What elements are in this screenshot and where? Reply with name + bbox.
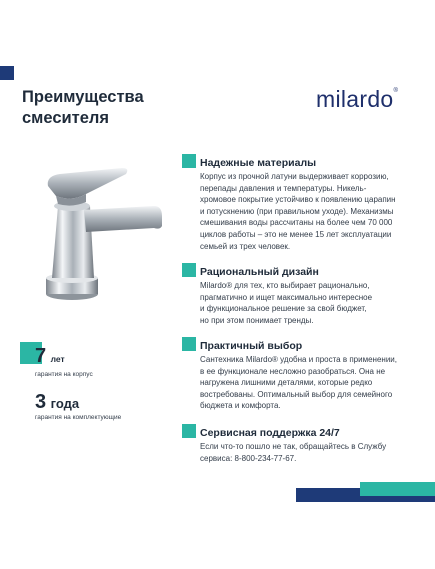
faucet-image bbox=[26, 166, 174, 306]
feature-text bbox=[200, 171, 425, 252]
feature-title: Сервисная поддержка 24/7 bbox=[200, 427, 340, 439]
feature-line: Сантехника Milardo® удобна и проста в применении, bbox=[200, 355, 397, 364]
feature-line: Если что-то пошло не так, обращайтесь в Службу bbox=[200, 442, 387, 451]
feature-line: хромовое покрытие устойчиво к появлению царапин bbox=[200, 195, 396, 205]
feature-marker-1 bbox=[182, 154, 196, 168]
decorative-bar-teal bbox=[360, 482, 435, 496]
feature-marker-2 bbox=[182, 263, 196, 277]
stat-label: гарантия на корпус bbox=[35, 371, 93, 378]
stat-suffix: года bbox=[50, 396, 80, 411]
feature-line: циклов работы – это не менее 15 лет эксплуатации bbox=[200, 229, 392, 239]
decorative-corner-square bbox=[0, 66, 14, 80]
feature-line: в ее функционале несложно разобраться. Она не bbox=[200, 366, 386, 376]
page-title bbox=[22, 87, 192, 129]
feature-line: Корпус из прочной латуни выдерживает коррозию, bbox=[200, 172, 389, 181]
feature-block-practical bbox=[200, 340, 425, 412]
brand-registered-mark: ® bbox=[393, 88, 399, 94]
feature-text bbox=[200, 354, 425, 412]
feature-marker-4 bbox=[182, 424, 196, 438]
stat-number: 3 bbox=[35, 391, 47, 413]
feature-title: Рациональный дизайн bbox=[200, 266, 319, 278]
stat-number: 7 bbox=[35, 345, 47, 367]
feature-line: но при этом понимает тренды. bbox=[200, 315, 314, 325]
feature-line: востребованы. Оптимальный выбор для семейного bbox=[200, 389, 393, 399]
feature-line: прагматично и ищет максимально интересное bbox=[200, 292, 373, 302]
page-title-line2: смесителя bbox=[22, 109, 110, 127]
feature-block-support bbox=[200, 427, 425, 464]
feature-line: нагружена лишними деталями, которые редко bbox=[200, 378, 373, 388]
feature-line: и функциональное решение за свой бюджет, bbox=[200, 304, 367, 314]
feature-line: сервиса: 8-800-234-77-67. bbox=[200, 453, 297, 463]
page-title-line1: Преимущества bbox=[22, 88, 144, 106]
stat-warranty-body bbox=[35, 345, 65, 368]
feature-block-materials bbox=[200, 157, 425, 252]
feature-line: Milardo® для тех, кто выбирает рационально, bbox=[200, 281, 370, 290]
feature-line: бюджета и комфорта. bbox=[200, 401, 281, 411]
feature-line: и потускнению (при правильном уходе). Механизмы bbox=[200, 206, 394, 216]
feature-line: смешивания воды рассчитаны на более чем 70 000 bbox=[200, 218, 393, 228]
feature-line: перепады давления и температуры. Никель- bbox=[200, 183, 367, 193]
stat-label: гарантия на комплектующие bbox=[35, 414, 122, 421]
feature-marker-3 bbox=[182, 337, 196, 351]
stat-suffix: лет bbox=[50, 354, 65, 364]
feature-title: Практичный выбор bbox=[200, 340, 303, 352]
feature-text bbox=[200, 441, 425, 464]
brand-logo bbox=[316, 86, 398, 113]
stat-warranty-parts bbox=[35, 391, 79, 414]
brand-logo-text: milardo bbox=[316, 86, 394, 112]
feature-title: Надежные материалы bbox=[200, 157, 317, 169]
feature-block-design bbox=[200, 266, 425, 326]
feature-text bbox=[200, 280, 425, 326]
feature-line: семьей из трех человек. bbox=[200, 241, 291, 251]
